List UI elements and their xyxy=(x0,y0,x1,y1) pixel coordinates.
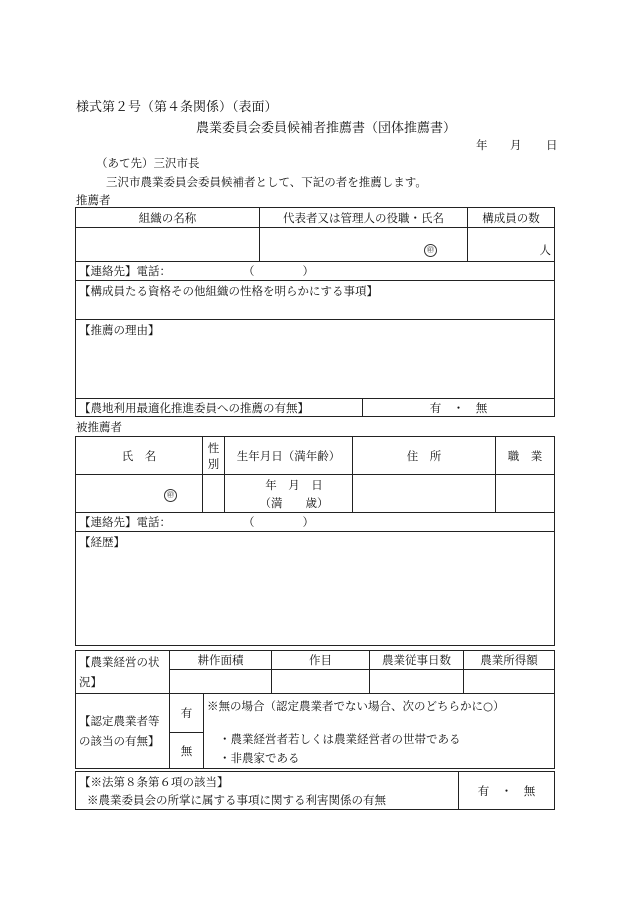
certified-no-detail xyxy=(204,694,555,769)
career-label: 【経歴】 xyxy=(79,535,125,549)
addressee: （あて先）三沢市長 xyxy=(96,156,200,170)
name-field[interactable] xyxy=(76,475,203,513)
career-field[interactable] xyxy=(76,532,555,646)
contact-label: 【連絡先】電話： xyxy=(79,264,171,278)
farm-status-label: 【農業経営の状況】 xyxy=(76,651,170,694)
date-year-label: 年 xyxy=(476,138,488,152)
nominee-section-label: 被推薦者 xyxy=(76,420,122,434)
seal-mark: ㊞ xyxy=(164,489,177,502)
col-org-name: 組織の名称 xyxy=(76,208,260,228)
paren-close: ） xyxy=(302,515,314,529)
certified-label: 【認定農業者等の該当の有無】 xyxy=(76,694,170,769)
org-name-field[interactable] xyxy=(76,228,260,262)
representative-field[interactable] xyxy=(260,228,468,262)
col-representative: 代表者又は管理人の役職・氏名 xyxy=(260,208,468,228)
col-name: 氏 名 xyxy=(76,437,203,475)
occupation-field[interactable] xyxy=(496,475,555,513)
certified-no[interactable]: 無 xyxy=(170,733,204,769)
law-table xyxy=(75,771,555,810)
address-field[interactable] xyxy=(353,475,496,513)
crop-field[interactable] xyxy=(272,670,370,694)
optimization-table xyxy=(75,398,555,417)
law-note: ※農業委員会の所掌に属する事項に関する利害関係の有無 xyxy=(87,792,386,807)
certified-yes[interactable]: 有 xyxy=(170,694,204,733)
age-label: （満 歳） xyxy=(259,495,329,510)
date-day-label: 日 xyxy=(546,138,558,152)
certified-table xyxy=(75,693,555,769)
option-farm-household[interactable]: ・農業経営者若しくは農業経営者の世帯である xyxy=(219,732,461,746)
col-farming-days: 農業従事日数 xyxy=(370,651,464,670)
recommender-contact-row[interactable] xyxy=(76,262,555,281)
paren-open: （ xyxy=(243,515,255,529)
farming-days-field[interactable] xyxy=(370,670,464,694)
birth-ymd: 年 月 日 xyxy=(265,477,323,492)
col-farm-income: 農業所得額 xyxy=(464,651,555,670)
optimization-choice[interactable]: 有 ・ 無 xyxy=(363,399,555,417)
sex-field[interactable] xyxy=(203,475,225,513)
contact-label: 【連絡先】電話： xyxy=(79,515,171,529)
col-birthdate: 生年月日（満年齢） xyxy=(225,437,353,475)
law-choice[interactable]: 有 ・ 無 xyxy=(459,772,555,810)
nominee-table xyxy=(75,436,555,646)
member-count-field[interactable] xyxy=(468,228,555,262)
no-case-note: ※無の場合（認定農業者でない場合、次のどちらかに○） xyxy=(207,699,505,713)
col-occupation: 職 業 xyxy=(496,437,555,475)
law-label: 【※法第８条第６項の該当】 xyxy=(79,774,229,789)
paren-close: ） xyxy=(302,264,314,278)
col-address: 住 所 xyxy=(353,437,496,475)
col-sex: 性別 xyxy=(203,437,225,475)
seal-mark: ㊞ xyxy=(424,244,437,257)
qualification-label: 【構成員たる資格その他組織の性格を明らかにする事項】 xyxy=(79,284,378,298)
reason-field[interactable] xyxy=(76,320,555,399)
col-member-count: 構成員の数 xyxy=(468,208,555,228)
recommender-table xyxy=(75,207,555,399)
recommender-section-label: 推薦者 xyxy=(76,193,111,207)
col-cultivated-area: 耕作面積 xyxy=(170,651,272,670)
option-non-farmer[interactable]: ・非農家である xyxy=(219,751,300,765)
qualification-field[interactable] xyxy=(76,281,555,320)
optimization-label: 【農地利用最適化推進委員への推薦の有無】 xyxy=(76,399,363,417)
nominee-contact-row[interactable] xyxy=(76,513,555,532)
paren-open: （ xyxy=(243,264,255,278)
birthdate-field[interactable] xyxy=(225,475,353,513)
intro-text: 三沢市農業委員会委員候補者として、下記の者を推薦します。 xyxy=(106,175,427,189)
cultivated-area-field[interactable] xyxy=(170,670,272,694)
law-field xyxy=(76,772,459,810)
col-crop: 作目 xyxy=(272,651,370,670)
form-number: 様式第２号（第４条関係）（表面） xyxy=(76,100,278,115)
farm-status-table xyxy=(75,650,555,694)
form-title: 農業委員会委員候補者推薦書（団体推薦書） xyxy=(196,121,457,136)
farm-income-field[interactable] xyxy=(464,670,555,694)
reason-label: 【推薦の理由】 xyxy=(79,323,160,337)
date-month-label: 月 xyxy=(510,138,522,152)
member-unit: 人 xyxy=(539,243,551,257)
